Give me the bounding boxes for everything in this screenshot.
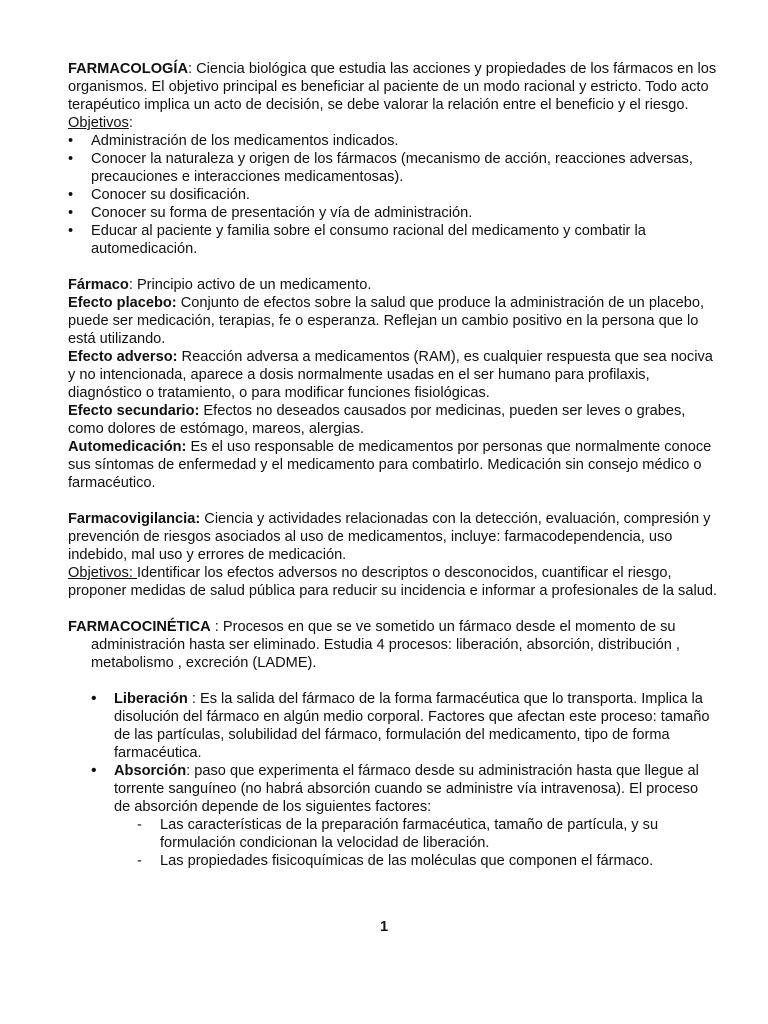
farmacologia-text: : Ciencia biológica que estudia las acciones y propiedades de los fármacos en los organismos. El objetivo principal es beneficiar al paciente de un modo racional y estricto. Todo acto terapéutico implica un acto de decisión, se debe valorar la relación entre el beneficio y el riesgo. [68,61,717,113]
definition-farmaco: Fármaco: Principio activo de un medicamento. [68,277,372,293]
definition-automedicacion: Automedicación: Es el uso responsable de medicamentos por personas que normalmente conoce sus síntomas de enfermedad y el medicamento para combatirlo. Medicación sin consejo médico o farmacéutico. [68,439,712,491]
list-item: - Las características de la preparación farmacéutica, tamaño de partícula, y su formulación condicionan la velocidad de liberación. [137,816,718,852]
objetivos-list [68,132,718,258]
page-number: 1 [379,919,389,935]
definition-efecto-secundario: Efecto secundario: Efectos no deseados causados por medicinas, pueden ser leves o grabes, como dolores de estómago, mareos, alergias. [68,403,686,437]
objetivos-label: Objetivos [68,115,129,131]
list-item: • Administración de los medicamentos indicados. [68,132,718,150]
absorcion-factors-list [114,816,718,870]
ladme-list [68,690,718,870]
definition-efecto-placebo: Efecto placebo: Conjunto de efectos sobre la salud que produce la administración de un placebo, puede ser medicación, terapias, fe o esperanza. Reflejan un cambio positivo en la persona que lo está utilizando. [68,295,705,347]
list-item: • Conocer su forma de presentación y vía de administración. [68,204,718,222]
farmacovigilancia-objetivos: Objetivos: Identificar los efectos adversos no descriptos o desconocidos, cuantificar el riesgo, proponer medidas de salud pública para reducir su incidencia e informar a profesionales de la salud. [68,565,717,599]
list-item: - Las propiedades fisicoquímicas de las moléculas que componen el fármaco. [137,852,718,870]
definition-efecto-adverso: Efecto adverso: Reacción adversa a medicamentos (RAM), es cualquier respuesta que sea nociva y no intencionada, aparece a dosis normalmente usadas en el ser humano para profilaxis, diagnóstico o tratamiento, o para modificar funciones fisiológicas. [68,349,713,401]
list-item: • Conocer su dosificación. [68,186,718,204]
objetivos-heading: Objetivos: [68,115,133,131]
list-item: • Absorción: paso que experimenta el fármaco desde su administración hasta que llegue al torrente sanguíneo (no habrá absorción cuando se administre vía intravenosa). El proceso de absorción depende de los siguientes factores: - Las características de la preparación farmacéutica, tamaño de partícula, y su formulación condicionan la velocidad de liberación. - Las propiedades fisicoquímicas de las moléculas que componen el fármaco. [91,762,718,870]
list-item: • Conocer la naturaleza y origen de los fármacos (mecanismo de acción, reacciones adversas, precauciones e interacciones medicamentosas). [68,150,718,186]
intro-paragraph [68,60,718,114]
farmacocinetica-paragraph: FARMACOCINÉTICA : Procesos en que se ve sometido un fármaco desde el momento de su administración hasta ser eliminado. Estudia 4 procesos: liberación, absorción, distribución , metabolismo , excreción (LADME). [68,619,680,671]
list-item: • Liberación : Es la salida del fármaco de la forma farmacéutica que lo transporta. Implica la disolución del fármaco en algún medio corporal. Factores que afectan este proceso: tamaño de las partículas, solubilidad del fármaco, formulación del medicamento, tipo de forma farmacéutica. [91,690,718,762]
farmacovigilancia-paragraph: Farmacovigilancia: Ciencia y actividades relacionadas con la detección, evaluación, compresión y prevención de riesgos asociados al uso de medicamentos, incluye: farmacodependencia, uso indebido, mal uso y errores de medicación. [68,511,711,563]
list-item: • Educar al paciente y familia sobre el consumo racional del medicamento y combatir la automedicación. [68,222,718,258]
farmacologia-term: FARMACOLOGÍA [68,61,188,77]
